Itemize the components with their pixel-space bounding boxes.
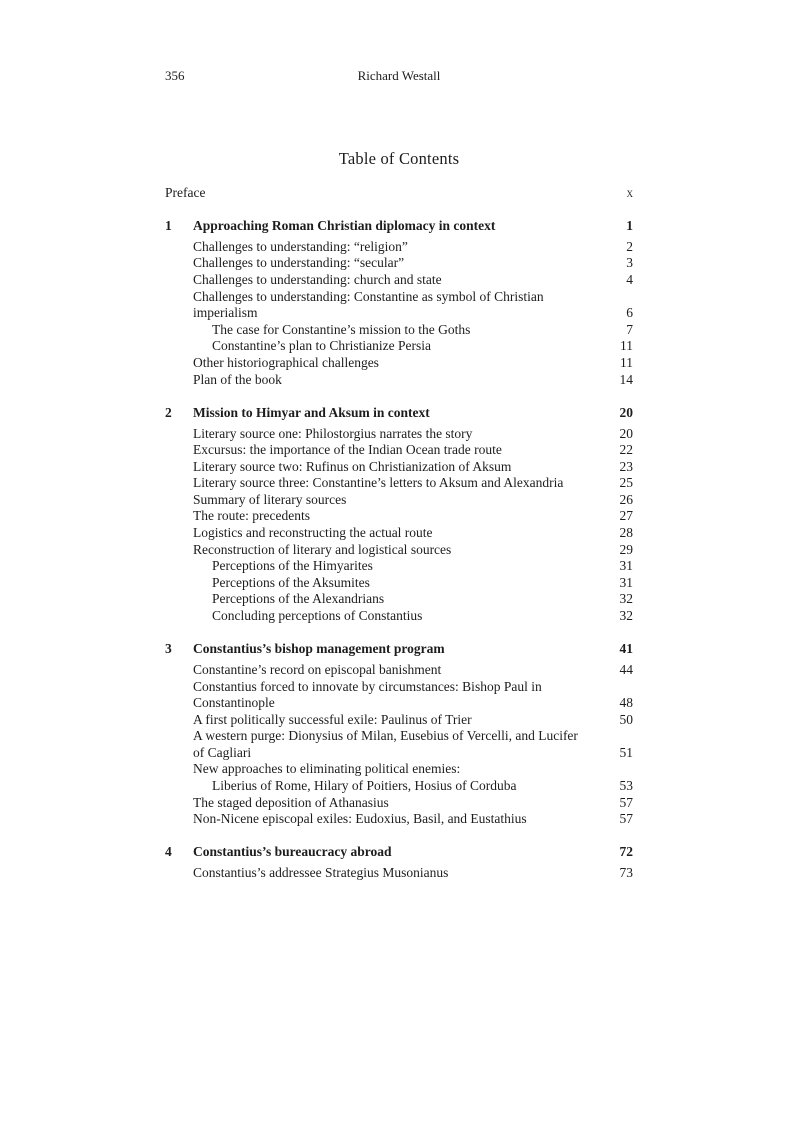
toc-section-heading <box>165 641 633 658</box>
toc-entry-row <box>165 558 633 575</box>
entry-page-number: 22 <box>619 442 633 458</box>
entry-text: Perceptions of the Aksumites <box>212 574 370 590</box>
page-header <box>165 68 633 83</box>
entry-page-number: 26 <box>619 491 633 507</box>
entry-page-number: 53 <box>619 778 633 794</box>
toc-entry-row <box>165 289 633 306</box>
entry-page-number: 57 <box>619 794 633 810</box>
entry-text: Reconstruction of literary and logistical sources <box>193 541 452 557</box>
toc-entry-row <box>165 811 633 828</box>
entry-text: Constantius’s addressee Strategius Musonianus <box>193 865 449 881</box>
entry-text: New approaches to eliminating political enemies: <box>193 761 461 777</box>
entry-page-number: 31 <box>619 574 633 590</box>
entry-page-number: 28 <box>619 525 633 541</box>
section-page-number: 72 <box>619 844 633 860</box>
toc-section-heading <box>165 844 633 861</box>
entry-text: Summary of literary sources <box>193 491 347 507</box>
entry-page-number: 14 <box>619 371 633 387</box>
entry-text: Concluding perceptions of Constantius <box>212 608 423 624</box>
toc-entry-row <box>165 508 633 525</box>
entry-text: Perceptions of the Himyarites <box>212 558 373 574</box>
toc-entry-row <box>165 679 633 696</box>
entry-page-number: 2 <box>626 238 633 254</box>
toc-entry-row <box>165 695 633 712</box>
running-head: Richard Westall <box>357 68 441 83</box>
entry-text: Literary source three: Constantine’s letters to Aksum and Alexandria <box>193 475 564 491</box>
entry-text: A first politically successful exile: Paulinus of Trier <box>193 711 472 727</box>
toc-entry-row <box>165 255 633 272</box>
toc-entry-row <box>165 542 633 559</box>
entry-text: The route: precedents <box>193 508 310 524</box>
entry-page-number: 32 <box>619 591 633 607</box>
toc-entry-row <box>165 492 633 509</box>
entry-page-number: 23 <box>619 458 633 474</box>
entry-page-number: 29 <box>619 541 633 557</box>
section-number: 2 <box>165 404 172 420</box>
entry-text: The case for Constantine’s mission to the Goths <box>212 321 471 337</box>
toc-entry-row <box>165 322 633 339</box>
toc-entry-row <box>165 459 633 476</box>
entry-page-number: 11 <box>620 355 633 371</box>
toc-entry-row <box>165 442 633 459</box>
entry-text: A western purge: Dionysius of Milan, Eusebius of Vercelli, and Lucifer <box>193 728 578 744</box>
entry-text: The staged deposition of Athanasius <box>193 794 389 810</box>
toc-entry-row <box>165 272 633 289</box>
entry-text: Perceptions of the Alexandrians <box>212 591 385 607</box>
toc-entry-row <box>165 355 633 372</box>
section-number: 3 <box>165 641 172 657</box>
entry-text: imperialism <box>193 305 258 321</box>
entry-page-number: 25 <box>619 475 633 491</box>
entry-page-number: 6 <box>626 305 633 321</box>
entry-text: Plan of the book <box>193 371 282 387</box>
toc-entry-row <box>165 745 633 762</box>
toc-row-preface <box>165 185 633 202</box>
entry-page-number: 44 <box>619 661 633 677</box>
entry-page-number: 31 <box>619 558 633 574</box>
toc-entry-row <box>165 525 633 542</box>
entry-text: Non-Nicene episcopal exiles: Eudoxius, Basil, and Eustathius <box>193 811 527 827</box>
section-title: Constantius’s bureaucracy abroad <box>193 844 392 860</box>
entry-text: Excursus: the importance of the Indian Ocean trade route <box>193 442 502 458</box>
entry-page-number: 27 <box>619 508 633 524</box>
entry-page-number: 7 <box>626 321 633 337</box>
section-number: 4 <box>165 844 172 860</box>
entry-page-number: 73 <box>619 865 633 881</box>
toc-entry-row <box>165 575 633 592</box>
entry-text: Logistics and reconstructing the actual route <box>193 525 433 541</box>
section-title: Approaching Roman Christian diplomacy in context <box>193 218 496 234</box>
entry-text: of Cagliari <box>193 744 252 760</box>
entry-page-number: 48 <box>619 695 633 711</box>
toc-entry-row <box>165 761 633 778</box>
entry-page-number: 11 <box>620 338 633 354</box>
toc-entry-row <box>165 865 633 882</box>
entry-text: Challenges to understanding: church and state <box>193 272 442 288</box>
section-page-number: 20 <box>619 404 633 420</box>
entry-text: Liberius of Rome, Hilary of Poitiers, Hosius of Corduba <box>212 778 517 794</box>
section-number: 1 <box>165 218 172 234</box>
entry-page-number: 3 <box>626 255 633 271</box>
toc-entry-row <box>165 475 633 492</box>
section-page-number: 1 <box>626 218 633 234</box>
entry-text: Challenges to understanding: “secular” <box>193 255 405 271</box>
entry-text: Constantinople <box>193 695 275 711</box>
preface-page-number: x <box>626 185 633 200</box>
entry-page-number: 32 <box>619 608 633 624</box>
section-title: Mission to Himyar and Aksum in context <box>193 404 430 420</box>
toc-entry-row <box>165 305 633 322</box>
entry-page-number: 50 <box>619 711 633 727</box>
entry-text: Other historiographical challenges <box>193 355 379 371</box>
preface-label: Preface <box>165 185 206 200</box>
toc-section-heading <box>165 218 633 235</box>
toc-entry-row <box>165 239 633 256</box>
toc-section-heading <box>165 405 633 422</box>
folio-page-number: 356 <box>165 68 185 83</box>
entry-text: Challenges to understanding: Constantine as symbol of Christian <box>193 288 544 304</box>
entry-text: Constantine’s record on episcopal banishment <box>193 661 442 677</box>
toc-entry-row <box>165 778 633 795</box>
entry-page-number: 57 <box>619 811 633 827</box>
section-page-number: 41 <box>619 641 633 657</box>
toc-entry-row <box>165 662 633 679</box>
toc-entry-row <box>165 728 633 745</box>
entry-text: Literary source two: Rufinus on Christianization of Aksum <box>193 458 512 474</box>
toc-entry-row <box>165 591 633 608</box>
toc-entry-row <box>165 426 633 443</box>
entry-page-number: 51 <box>619 744 633 760</box>
toc-entry-row <box>165 372 633 389</box>
entry-text: Constantine’s plan to Christianize Persia <box>212 338 431 354</box>
entry-page-number: 4 <box>626 272 633 288</box>
toc-entry-row <box>165 608 633 625</box>
toc-entry-row <box>165 712 633 729</box>
page-content <box>165 68 633 882</box>
entry-text: Challenges to understanding: “religion” <box>193 238 408 254</box>
toc-sections <box>165 218 633 882</box>
entry-page-number: 20 <box>619 425 633 441</box>
entry-text: Literary source one: Philostorgius narrates the story <box>193 425 473 441</box>
toc-entry-row <box>165 338 633 355</box>
section-title: Constantius’s bishop management program <box>193 641 445 657</box>
entry-text: Constantius forced to innovate by circumstances: Bishop Paul in <box>193 678 542 694</box>
toc-title: Table of Contents <box>338 149 460 168</box>
toc-entry-row <box>165 795 633 812</box>
